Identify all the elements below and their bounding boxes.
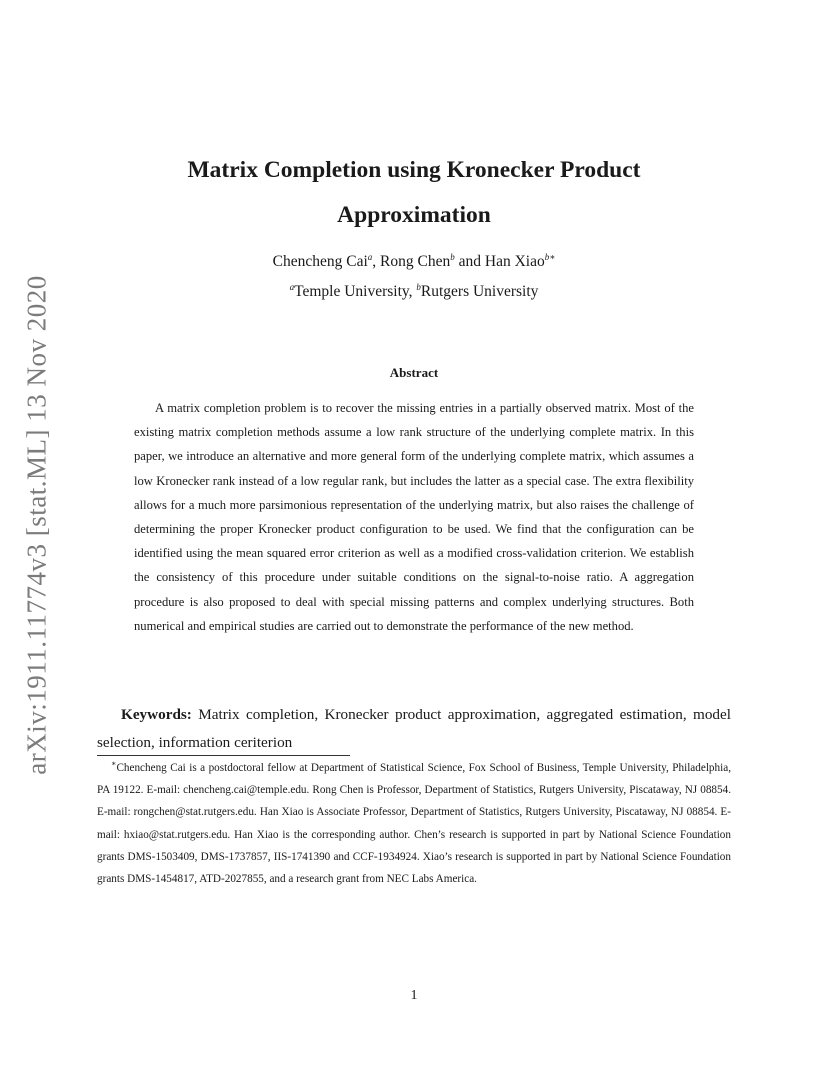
affiliation-marker: b [416,282,421,292]
author-name: Chencheng Cai [272,253,368,270]
author-name: Han Xiao [484,253,545,270]
author-affiliation-marker: a [367,252,373,262]
paper-title [0,148,828,238]
abstract-heading: Abstract [389,365,439,380]
footnote-divider [97,755,350,756]
abstract-text: A matrix completion problem is to recover the missing entries in a partially observed matrix. Most of the existing matrix completion methods assume a low rank structure of the underlying complete matrix. In this paper, we introduce an alternative and more general form of the underlying complete matrix, which assumes a low Kronecker rank instead of a low regular rank, but includes the latter as a special case. The extra flexibility allows for a much more parsimonious representation of the underlying matrix, but also raises the challenge of determining the proper Kronecker product configuration to be used. We find that the configuration can be identified using the mean squared error criterion as well as a modified cross-validation criterion. We establish the consistency of this procedure under suitable conditions on the signal-to-noise ratio. A aggregation procedure is also proposed to deal with special missing patterns and complex underlying structures. Both numerical and empirical studies are carried out to demonstrate the performance of the new method. [134,401,694,633]
author-separator: , [372,253,381,270]
author-list [0,253,828,271]
keywords-label: Keywords: [121,706,192,723]
arxiv-watermark: arXiv:1911.11774v3 [stat.ML] 13 Nov 2020 [21,275,52,775]
title-line-2: Approximation [337,202,491,228]
footnote-marker: ∗ [111,759,117,768]
affiliation-name: Rutgers University [420,283,539,300]
keywords-paragraph [97,701,731,757]
affiliation-name: Temple University, [294,283,417,300]
page-number: 1 [410,988,418,1003]
author-name: Rong Chen [380,253,451,270]
affiliation-marker: a [289,282,295,292]
affiliation-list [0,283,828,301]
author-affiliation-marker: b∗ [544,252,556,262]
author-separator: and [454,253,485,270]
author-affiliation-marker: b [450,252,455,262]
author-footnote [97,757,731,890]
title-line-1: Matrix Completion using Kronecker Product [187,157,641,183]
keywords-text: Matrix completion, Kronecker product approximation, aggregated estimation, model selection, information ceriterion [97,706,731,751]
footnote-text: Chencheng Cai is a postdoctoral fellow at Department of Statistical Science, Fox School of Business, Temple University, Philadelphia, PA 19122. E-mail: chencheng.cai@temple.edu. Rong Chen is Professor, Department of Statistics, Rutgers University, Piscataway, NJ 08854. E-mail: rongchen@stat.rutgers.edu. Han Xiao is Associate Professor, Department of Statistics, Rutgers University, Piscataway, NJ 08854. E-mail: hxiao@stat.rutgers.edu. Han Xiao is the corresponding author. Chen’s research is supported in part by National Science Foundation grants DMS-1503409, DMS-1737857, IIS-1741390 and CCF-1934924. Xiao’s research is supported in part by National Science Foundation grants DMS-1454817, ATD-2027855, and a research grant from NEC Labs America. [97,762,731,886]
